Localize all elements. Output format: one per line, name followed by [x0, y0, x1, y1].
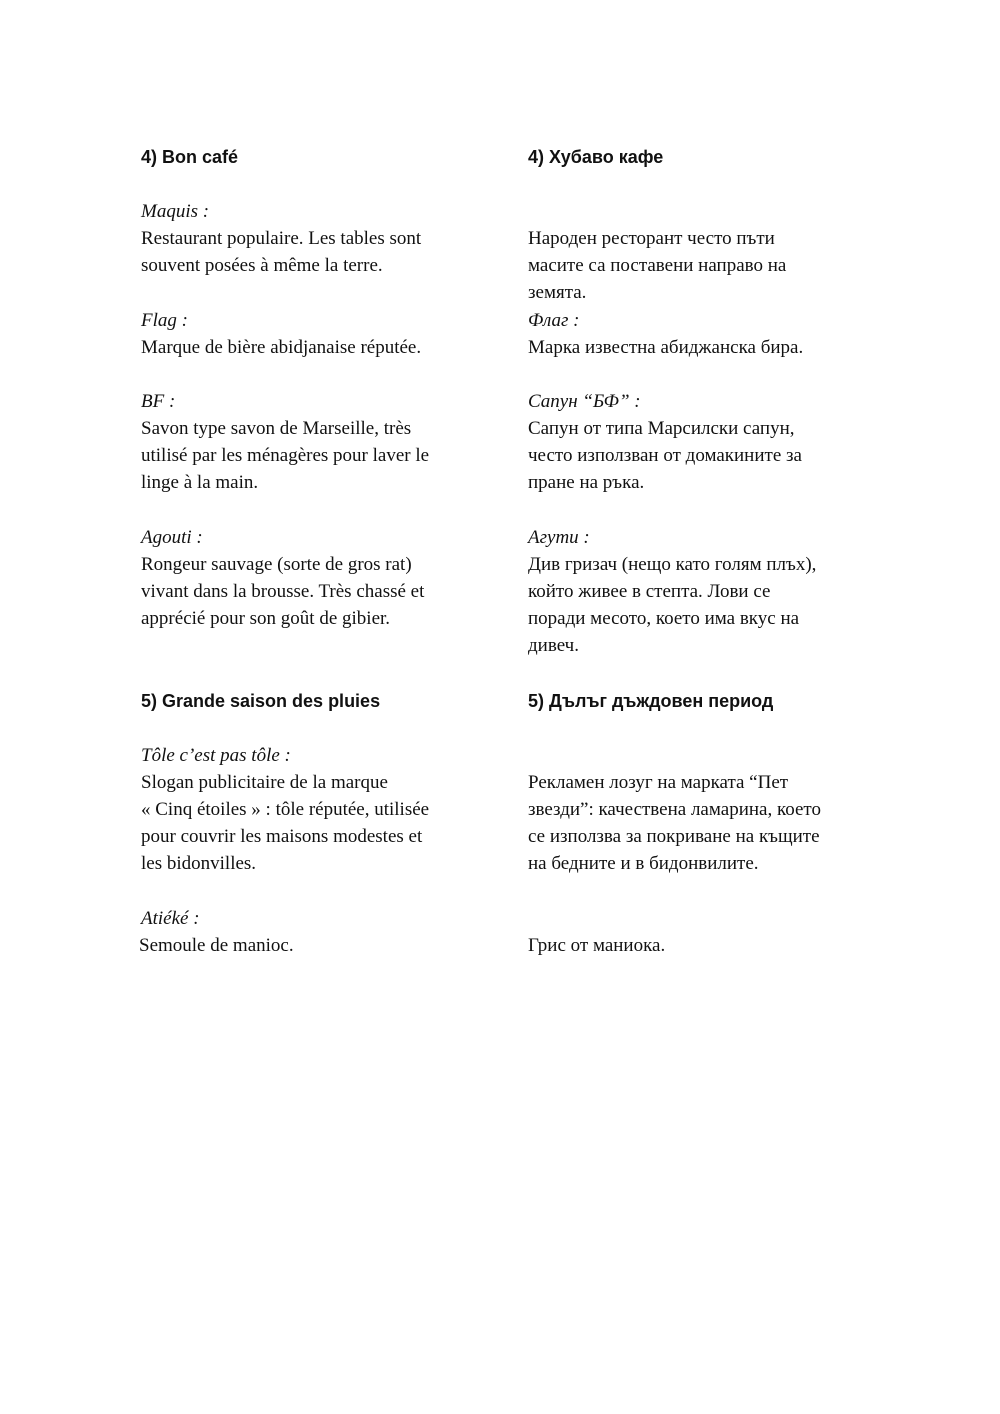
definition-agouti-bg-line-1: Див гризач (нещо като голям плъх), [528, 554, 817, 575]
definition-maquis-bg-line-1: Народен ресторант често пъти [528, 228, 775, 249]
term-flag-bg: Флаг : [528, 310, 580, 331]
definition-maquis-bg-line-2: масите са поставени направо на [528, 255, 787, 276]
definition-tole-fr-line-4: les bidonvilles. [141, 853, 257, 874]
definition-maquis-fr-line-1: Restaurant populaire. Les tables sont [141, 228, 422, 249]
definition-bf-fr-line-1: Savon type savon de Marseille, très [141, 418, 412, 439]
definition-atieke-fr-line-1: Semoule de manioc. [139, 935, 294, 956]
definition-bf-fr-line-3: linge à la main. [141, 472, 259, 493]
definition-agouti-bg-line-4: дивеч. [528, 635, 579, 656]
definition-agouti-fr-line-1: Rongeur sauvage (sorte de gros rat) [141, 554, 412, 575]
definition-tole-fr-line-2: « Cinq étoiles » : tôle réputée, utilisée [141, 799, 430, 820]
definition-tole-bg-line-2: звезди”: качествена ламарина, което [528, 799, 821, 820]
term-tole-fr: Tôle c’est pas tôle : [141, 745, 291, 766]
term-agouti-bg: Агути : [528, 527, 590, 548]
term-agouti-fr: Agouti : [141, 527, 203, 548]
definition-bf-bg-line-2: често използван от домакините за [528, 445, 802, 466]
definition-maquis-bg-line-3: земята. [528, 282, 587, 303]
section-4-title-bg: 4) Хубаво кафе [528, 147, 664, 167]
definition-tole-fr-line-1: Slogan publicitaire de la marque [141, 772, 388, 793]
definition-tole-fr-line-3: pour couvrir les maisons modestes et [141, 826, 423, 847]
term-atieke-fr: Atiéké : [141, 908, 200, 929]
definition-agouti-fr-line-3: apprécié pour son goût de gibier. [141, 608, 391, 629]
term-flag-fr: Flag : [141, 310, 188, 331]
definition-bf-bg-line-1: Сапун от типа Марсилски сапун, [528, 418, 795, 439]
term-maquis-fr: Maquis : [141, 201, 210, 222]
term-bf-fr: BF : [141, 391, 176, 412]
definition-tole-bg-line-4: на бедните и в бидонвилите. [528, 853, 759, 874]
definition-agouti-bg-line-2: който живее в степта. Лови се [528, 581, 771, 602]
definition-atieke-bg-line-1: Грис от маниока. [528, 935, 666, 956]
section-4-title-fr: 4) Bon café [141, 147, 239, 167]
definition-tole-bg-line-1: Рекламен лозуг на марката “Пет [528, 772, 789, 793]
definition-agouti-fr-line-2: vivant dans la brousse. Très chassé et [141, 581, 425, 602]
definition-flag-bg-line-1: Марка известна абиджанска бира. [528, 337, 804, 358]
definition-maquis-fr-line-2: souvent posées à même la terre. [141, 255, 383, 276]
section-5-title-fr: 5) Grande saison des pluies [141, 691, 381, 711]
definition-bf-fr-line-2: utilisé par les ménagères pour laver le [141, 445, 430, 466]
definition-flag-fr-line-1: Marque de bière abidjanaise réputée. [141, 337, 422, 358]
section-5-title-bg: 5) Дълъг дъждовен период [528, 691, 774, 711]
definition-tole-bg-line-3: се използва за покриване на къщите [528, 826, 820, 847]
definition-agouti-bg-line-3: поради месото, което има вкус на [528, 608, 800, 629]
term-bf-bg: Сапун “БФ” : [528, 391, 641, 412]
definition-bf-bg-line-3: пране на ръка. [528, 472, 645, 493]
